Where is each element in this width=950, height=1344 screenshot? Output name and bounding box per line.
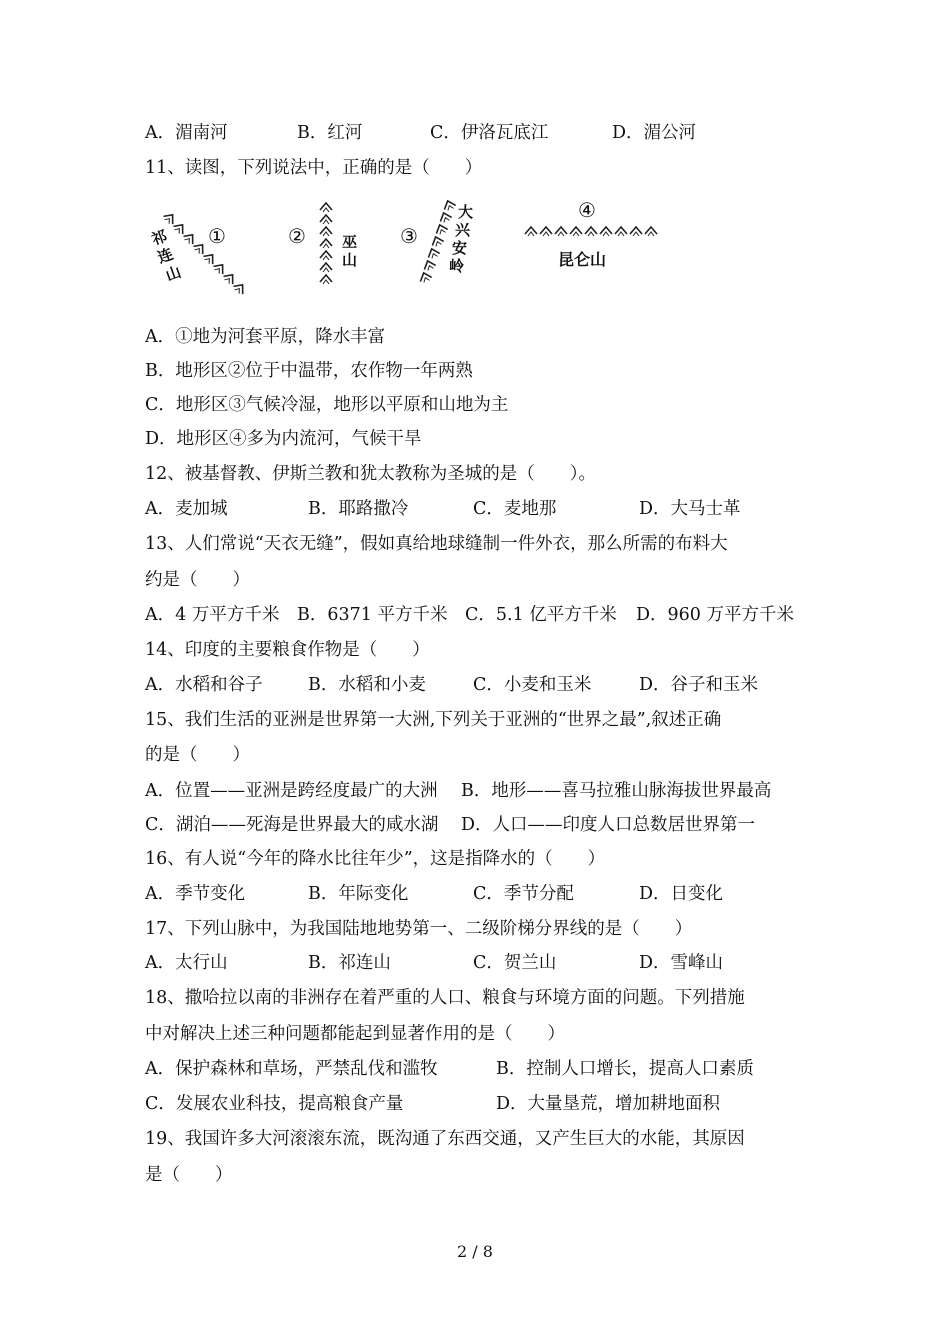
m3-number: ③: [400, 224, 418, 248]
q16-option-a: A．季节变化: [145, 884, 246, 904]
mountain-range-4-icon: [525, 227, 657, 236]
q11-option-c: C．地形区③气候冷湿，地形以平原和山地为主: [145, 395, 509, 415]
q18-option-b: B．控制人口增长，提高人口素质: [496, 1059, 754, 1079]
q13-stem-line2: 约是（ ）: [145, 570, 250, 590]
q16-option-d: D．日变化: [639, 884, 724, 904]
q13-option-d: D．960 万平方千米: [636, 605, 794, 625]
q10-option-b: B．红河: [297, 123, 363, 143]
q10-option-c: C．伊洛瓦底江: [430, 123, 549, 143]
m4-name: 昆仑山: [558, 252, 607, 269]
q14-option-b: B．水稻和小麦: [308, 675, 426, 695]
q15-stem-line1: 15、我们生活的亚洲是世界第一大洲,下列关于亚洲的“世界之最”,叙述正确: [145, 710, 722, 730]
m2-name-char-2: 山: [342, 252, 358, 269]
q13-option-a: A．4 万平方千米: [145, 605, 280, 625]
q18-option-a: A．保护森林和草场，严禁乱伐和滥牧: [145, 1059, 438, 1079]
q18-stem-line1: 18、撒哈拉以南的非洲存在着严重的人口、粮食与环境方面的问题。下列措施: [145, 988, 745, 1008]
m1-name-char-1: 祁: [150, 227, 170, 249]
m1-number: ①: [208, 224, 226, 248]
q19-stem-line2: 是（ ）: [145, 1165, 233, 1185]
q14-option-c: C．小麦和玉米: [473, 675, 592, 695]
mountain-range-1-icon: [162, 211, 247, 296]
q10-option-d: D．湄公河: [612, 123, 697, 143]
q15-stem-line2: 的是（ ）: [145, 745, 250, 765]
q15-option-c: C．湖泊——死海是世界最大的咸水湖: [145, 815, 439, 835]
q16-stem: 16、有人说“今年的降水比往年少”，这是指降水的（ ）: [145, 849, 606, 869]
q12-option-d: D．大马士革: [639, 499, 741, 519]
q13-option-c: C．5.1 亿平方千米: [465, 605, 617, 625]
q12-stem: 12、被基督教、伊斯兰教和犹太教称为圣城的是（ ）。: [145, 464, 597, 484]
m3-name-char-3: 安: [452, 240, 468, 257]
m2-number: ②: [288, 224, 306, 248]
q11-option-a: A．①地为河套平原，降水丰富: [145, 327, 386, 347]
q11-option-b: B．地形区②位于中温带，农作物一年两熟: [145, 361, 473, 381]
q14-option-a: A．水稻和谷子: [145, 675, 263, 695]
q18-stem-line2: 中对解决上述三种问题都能起到显著作用的是（ ）: [145, 1024, 565, 1044]
q12-option-a: A．麦加城: [145, 499, 228, 519]
m3-name-char-2: 兴: [455, 222, 471, 239]
m3-name-char-1: 大: [458, 204, 474, 221]
q17-option-a: A．太行山: [145, 953, 228, 973]
q19-stem-line1: 19、我国许多大河滚滚东流，既沟通了东西交通，又产生巨大的水能，其原因: [145, 1129, 745, 1149]
q15-option-d: D．人口——印度人口总数居世界第一: [461, 815, 756, 835]
q14-stem: 14、印度的主要粮食作物是（ ）: [145, 640, 430, 660]
m3-name-char-4: 岭: [449, 258, 465, 275]
q16-option-c: C．季节分配: [473, 884, 574, 904]
q13-option-b: B．6371 平方千米: [297, 605, 448, 625]
mountain-range-2-icon: [320, 203, 332, 284]
m1-name-char-2: 连: [155, 245, 176, 267]
page-number: 2 / 8: [457, 1242, 493, 1261]
q17-option-c: C．贺兰山: [473, 953, 557, 973]
q17-stem: 17、下列山脉中，为我国陆地地势第一、二级阶梯分界线的是（ ）: [145, 919, 693, 939]
q10-option-a: A．湄南河: [145, 123, 228, 143]
q11-mountain-figure: [150, 195, 670, 300]
q13-stem-line1: 13、人们常说“天衣无缝”，假如真给地球缝制一件外衣，那么所需的布料大: [145, 534, 728, 554]
m4-number: ④: [578, 198, 596, 222]
q11-stem: 11、读图，下列说法中，正确的是（ ）: [145, 158, 483, 178]
q11-option-d: D．地形区④多为内流河，气候干旱: [145, 429, 422, 449]
q14-option-d: D．谷子和玉米: [639, 675, 759, 695]
q12-option-b: B．耶路撒冷: [308, 499, 409, 519]
q17-option-d: D．雪峰山: [639, 953, 724, 973]
q15-option-a: A．位置——亚洲是跨经度最广的大洲: [145, 781, 438, 801]
m2-name-char-1: 巫: [342, 234, 358, 251]
mountain-diagram: [150, 195, 670, 300]
q18-option-c: C．发展农业科技，提高粮食产量: [145, 1094, 404, 1114]
m1-name-char-3: 山: [163, 263, 184, 285]
q12-option-c: C．麦地那: [473, 499, 557, 519]
q17-option-b: B．祁连山: [308, 953, 391, 973]
q15-option-b: B．地形——喜马拉雅山脉海拔世界最高: [461, 781, 772, 801]
q16-option-b: B．年际变化: [308, 884, 409, 904]
q18-option-d: D．大量垦荒，增加耕地面积: [496, 1094, 721, 1114]
